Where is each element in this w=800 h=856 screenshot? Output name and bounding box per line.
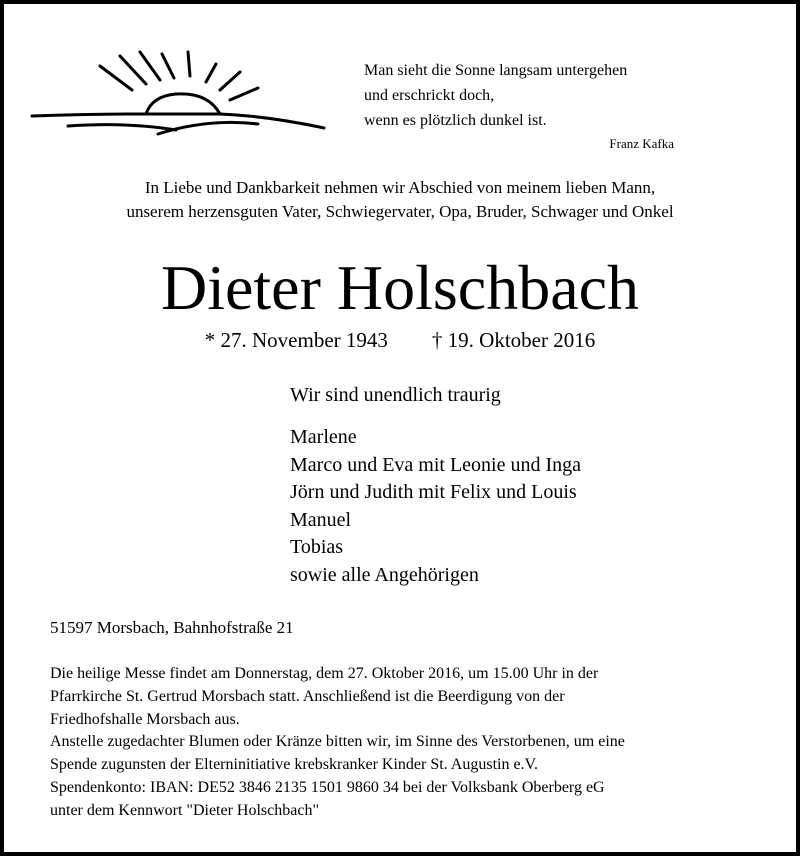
mourning-statement: Wir sind unendlich traurig [290,384,501,406]
info-line: Friedhofshalle Morsbach aus. [50,710,240,728]
birth-date: * 27. November 1943 [204,328,388,352]
mourner-entry: Marco und Eva mit Leonie und Inga [290,453,582,476]
mourner-entry: Jörn und Judith mit Felix und Louis [290,481,577,503]
deceased-name: Dieter Holschbach [160,252,640,323]
kafka-quote [364,58,684,153]
info-line: Anstelle zugedachter Blumen oder Kränze bitten wir, im Sinne des Verstorbenen, um eine [50,733,625,751]
mourner-entry: Marlene [290,426,357,448]
funeral-information [50,663,770,823]
quote-author: Franz Kafka [609,136,674,151]
quote-line: Man sieht die Sonne langsam untergehen [364,62,628,79]
quote-line: wenn es plötzlich dunkel ist. [364,112,547,129]
life-dates [4,326,796,354]
info-line: Pfarrkirche St. Gertrud Morsbach statt. Anschließend ist die Beerdigung von der [50,687,565,705]
mourner-entry: Tobias [290,536,344,558]
intro-line: unserem herzensguten Vater, Schwiegervater, Opa, Bruder, Schwager und Onkel [126,202,674,221]
family-address: 51597 Morsbach, Bahnhofstraße 21 [50,618,294,637]
info-line: Spende zugunsten der Elterninitiative krebskranker Kinder St. Augustin e.V. [50,756,539,774]
intro-line: In Liebe und Dankbarkeit nehmen wir Abschied von meinem lieben Mann, [144,178,656,197]
info-line: unter dem Kennwort "Dieter Holschbach" [50,801,319,819]
farewell-intro [4,176,796,224]
death-date: † 19. Oktober 2016 [431,328,596,352]
sunset-icon [28,44,328,144]
info-line: Die heilige Messe findet am Donnerstag, dem 27. Oktober 2016, um 15.00 Uhr in der [50,665,599,682]
mourner-entry: Manuel [290,508,352,531]
mourner-entry: sowie alle Angehörigen [290,563,479,586]
mourners-list [290,424,581,589]
quote-line: und erschrickt doch, [364,87,495,104]
info-line: Spendenkonto: IBAN: DE52 3846 2135 1501 9860 34 bei der Volksbank Oberberg eG [50,778,605,796]
